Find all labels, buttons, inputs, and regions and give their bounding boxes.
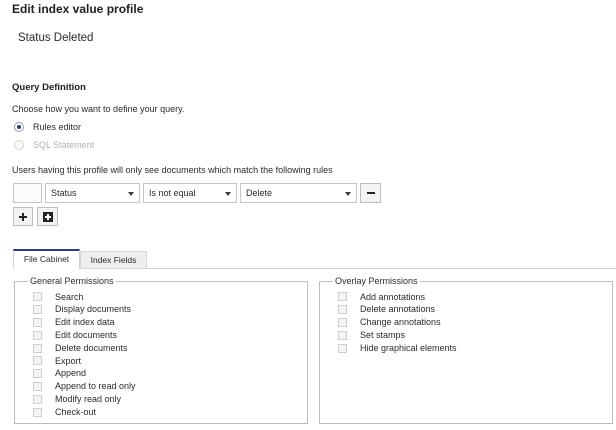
permission-item-hide-graphical-elements[interactable] [320,342,590,355]
checkbox[interactable] [33,344,42,353]
general-permissions-legend: General Permissions [30,276,114,286]
checkbox[interactable] [33,318,42,327]
checkbox[interactable] [33,305,42,314]
add-rule-group-button[interactable] [37,207,58,226]
checkbox[interactable] [33,408,42,417]
permission-label: Delete documents [55,342,128,353]
checkbox[interactable] [338,344,347,353]
chevron-down-icon [345,192,351,196]
permission-label: Add annotations [360,291,426,302]
tab-file-cabinet[interactable] [13,249,80,269]
permission-label: Set stamps [360,329,406,340]
remove-rule-button[interactable] [360,183,381,203]
add-rule-button[interactable] [13,207,33,226]
permission-label: Display documents [55,304,132,315]
radio-label: SQL Statement [33,139,95,150]
permission-item-delete-documents[interactable] [15,342,285,355]
permission-label: Check-out [55,406,97,417]
checkbox[interactable] [33,382,42,391]
checkbox[interactable] [33,369,42,378]
permission-item-edit-index-data[interactable] [15,316,285,329]
overlay-permissions-group [319,276,613,424]
permission-label: Hide graphical elements [360,342,457,353]
permission-item-add-annotations[interactable] [320,291,590,304]
permission-label: Search [55,291,84,302]
general-permissions-group [14,276,308,424]
checkbox[interactable] [338,292,347,301]
permission-item-search[interactable] [15,291,285,304]
rule-value-select[interactable] [240,183,357,203]
radio-label: Rules editor [33,121,82,132]
page-title: Edit index value profile [12,2,144,16]
permission-item-modify-read-only[interactable] [15,393,285,406]
chevron-down-icon [128,192,134,196]
checkbox[interactable] [33,356,42,365]
radio-option-rules-editor[interactable] [14,121,134,133]
permission-label: Edit documents [55,329,118,340]
permission-item-set-stamps[interactable] [320,329,590,342]
checkbox[interactable] [338,318,347,327]
radio-button [14,140,24,150]
rules-description: Users having this profile will only see documents which match the following rules [12,164,333,175]
profile-name: Status Deleted [18,32,94,44]
query-definition-heading: Query Definition [12,82,86,93]
checkbox[interactable] [338,305,347,314]
radio-button[interactable] [14,122,24,132]
rule-field-select[interactable] [45,183,140,203]
permission-item-export[interactable] [15,355,285,368]
permission-label: Append [55,368,87,379]
plus-icon [19,213,27,221]
permission-label: Append to read only [55,381,136,392]
checkbox[interactable] [33,395,42,404]
query-mode-instruction: Choose how you want to define your query. [12,103,185,114]
permission-item-delete-annotations[interactable] [320,303,590,316]
radio-option-sql-statement [14,139,134,151]
permission-label: Modify read only [55,393,122,404]
minus-icon [367,192,375,194]
tab-index-fields[interactable] [80,251,147,269]
rule-value-value: Delete [246,188,273,198]
permission-item-change-annotations[interactable] [320,316,590,329]
add-group-icon [43,212,53,222]
chevron-down-icon [225,192,231,196]
checkbox[interactable] [338,331,347,340]
overlay-permissions-legend: Overlay Permissions [335,276,418,286]
permission-item-display-documents[interactable] [15,303,285,316]
checkbox[interactable] [33,331,42,340]
rule-group-selector[interactable] [13,183,42,203]
permission-label: Export [55,355,82,366]
permission-label: Delete annotations [360,304,436,315]
permission-item-append-to-read-only[interactable] [15,380,285,393]
permission-item-append[interactable] [15,367,285,380]
permission-item-check-out[interactable] [15,406,285,419]
rule-field-value: Status [51,188,77,198]
general-permissions-list [15,291,285,419]
tab-strip-divider [80,268,616,269]
checkbox[interactable] [33,292,42,301]
rule-operator-select[interactable] [143,183,237,203]
overlay-permissions-list [320,291,590,355]
tab-label: File Cabinet [23,254,70,264]
permission-label: Change annotations [360,317,441,328]
permission-item-edit-documents[interactable] [15,329,285,342]
permission-label: Edit index data [55,317,115,328]
rule-operator-value: Is not equal [149,188,196,198]
tab-label: Index Fields [90,255,137,265]
